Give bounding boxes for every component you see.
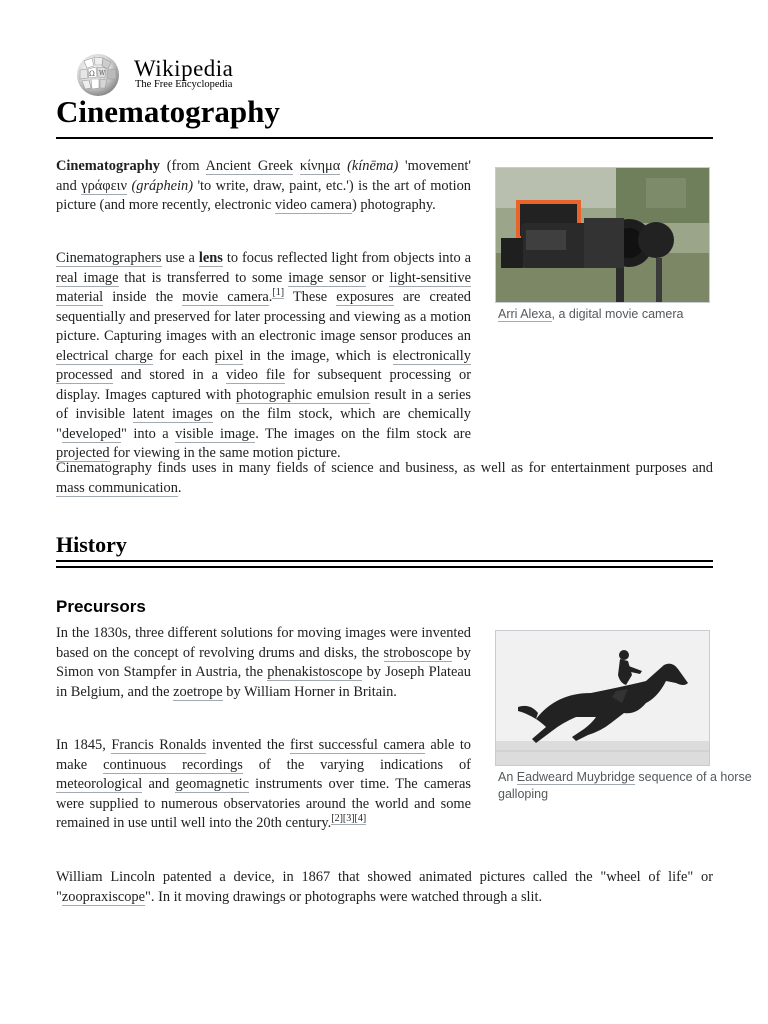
- text: and: [148, 776, 170, 792]
- link-zoetrope[interactable]: zoetrope: [173, 683, 223, 700]
- link-arri-alexa[interactable]: Arri Alexa: [498, 307, 552, 321]
- text: for each: [159, 347, 209, 364]
- link-ancient-greek[interactable]: Ancient Greek: [205, 158, 294, 174]
- text: instruments over time. The cameras were supplied to numerous observatories around the world and some remained in use until well into the 20th century.: [56, 776, 471, 831]
- caption-text: sequence of a horse galloping: [498, 770, 752, 801]
- link-visible-image[interactable]: visible image: [175, 425, 256, 442]
- text: 'movement' and: [56, 158, 471, 194]
- figure-caption: [495, 769, 768, 803]
- text: by Joseph Plateau in Belgium, and the: [56, 664, 471, 700]
- wikipedia-tagline: The Free Encyclopedia: [135, 79, 233, 90]
- wikipedia-logo[interactable]: [74, 53, 274, 99]
- link-developed[interactable]: developed: [61, 425, 122, 442]
- link-latent-images[interactable]: latent images: [132, 406, 213, 422]
- link-lens[interactable]: lens: [198, 250, 223, 266]
- reference-1[interactable]: [1]: [272, 287, 285, 299]
- text: ) photography.: [351, 197, 436, 213]
- section-heading-history: History: [56, 532, 127, 557]
- paragraph-1845: [56, 736, 471, 834]
- intro-paragraph: [56, 157, 471, 216]
- link-first-successful-camera[interactable]: first successful camera: [290, 737, 425, 753]
- muybridge-horse-image[interactable]: [495, 630, 710, 766]
- title-divider: [56, 137, 713, 139]
- link-electrical-charge[interactable]: electrical charge: [56, 347, 153, 364]
- text: to focus reflected light from objects into a: [226, 250, 471, 266]
- link-eadweard-muybridge[interactable]: Eadweard Muybridge: [516, 770, 635, 784]
- horse-photo-icon: [496, 631, 709, 765]
- link-video-camera[interactable]: video camera: [274, 197, 352, 213]
- text: .: [177, 479, 182, 496]
- text: Cinematography finds uses in many fields of science and business, as well as for entertainment purposes and: [56, 460, 713, 476]
- link-meteorological[interactable]: meteorological: [56, 776, 143, 792]
- link-video-file[interactable]: video file: [225, 367, 286, 383]
- text: In the 1830s, three different solutions for moving images were invented based on the concept of revolving drums and disks, the: [56, 625, 471, 661]
- caption-text: An: [498, 770, 514, 784]
- link-francis-ronalds[interactable]: Francis Ronalds: [111, 737, 207, 753]
- link-image-sensor[interactable]: image sensor: [288, 269, 366, 286]
- link-cinematographers[interactable]: Cinematographers: [56, 250, 162, 266]
- references-2-3-4[interactable]: [2][3][4]: [331, 813, 367, 825]
- link-graphein[interactable]: γράφειν: [81, 177, 128, 194]
- text: for viewing in the same motion picture.: [113, 445, 341, 461]
- subsection-heading-precursors: Precursors: [56, 597, 146, 616]
- text: or: [371, 269, 384, 286]
- svg-text:W: W: [99, 70, 106, 77]
- paragraph-cinematographers: Cinematographers use a lens to focus reflected light from objects into a real image that is transferred to some image sensor or light-sensitive material inside the movie camera.[1] These exposures are created sequentially and preserved for later processing and viewing as a motion picture. Capturing images with an electronic image sensor produces an electrical charge for each pixel in the image, which is electronically processed and stored in a video file for subsequent processing or display. Images captured with photographic emulsion result in a series of invisible latent images on the film stock, which are chemically "developed" into a visible image. The images on the film stock are projected for viewing in the same motion picture.: [56, 249, 713, 464]
- link-pixel[interactable]: pixel: [214, 347, 244, 364]
- text: and stored in a: [120, 367, 218, 383]
- text: ". In it moving drawings or photographs were watched through a slit.: [145, 888, 543, 905]
- figure-muybridge: [495, 630, 768, 803]
- link-movie-camera[interactable]: movie camera: [182, 289, 269, 305]
- link-kinema[interactable]: κίνημα: [299, 158, 341, 174]
- text: use a: [165, 250, 195, 266]
- link-mass-communication[interactable]: mass communication: [56, 479, 178, 496]
- link-projected[interactable]: projected: [56, 445, 110, 461]
- link-real-image[interactable]: real image: [56, 269, 119, 286]
- svg-text:Ω: Ω: [89, 70, 95, 78]
- text: of the varying indications of: [258, 756, 471, 773]
- text: by William Horner in Britain.: [226, 683, 397, 700]
- text: invented the: [211, 737, 285, 753]
- text: . The images on the film stock are: [255, 425, 471, 442]
- paragraph-uses: [56, 459, 713, 498]
- text: (kínēma): [347, 158, 399, 174]
- wikipedia-wordmark: Wikipedia: [134, 56, 234, 81]
- history-divider-top: [56, 560, 713, 562]
- paragraph-lincoln: [56, 868, 713, 907]
- text: 'to write, draw, paint, etc.') is the art of motion picture (and more recently, electronic: [56, 177, 471, 213]
- history-divider-bottom: [56, 566, 713, 568]
- text: (from: [166, 158, 200, 174]
- text: These: [292, 289, 328, 305]
- wikipedia-globe-icon: [74, 53, 122, 97]
- text: result in a series of invisible: [56, 386, 471, 422]
- text: are created sequentially and preserved for later processing and viewing as a motion picture. Capturing images with an electronic image sensor produces an: [56, 289, 471, 344]
- text: in the image, which is: [249, 347, 387, 364]
- link-continuous-recordings[interactable]: continuous recordings: [103, 756, 243, 773]
- link-photographic-emulsion[interactable]: photographic emulsion: [236, 386, 370, 403]
- link-zoopraxiscope[interactable]: zoopraxiscope: [61, 888, 145, 905]
- link-exposures[interactable]: exposures: [336, 289, 394, 305]
- text: (gráphein): [131, 177, 194, 194]
- link-stroboscope[interactable]: stroboscope: [383, 644, 453, 661]
- text: by Simon von Stampfer in Austria, the: [56, 644, 471, 680]
- text: for subsequent processing or display. Images captured with: [56, 367, 471, 403]
- term-bold: Cinematography: [56, 158, 160, 174]
- float-spacer: [471, 249, 713, 444]
- text: that is transferred to some: [124, 269, 283, 286]
- text: inside the: [112, 289, 174, 305]
- link-electronically-processed[interactable]: electronically processed: [56, 347, 471, 383]
- text: In 1845,: [56, 737, 106, 753]
- paragraph-1830s: [56, 624, 471, 702]
- link-phenakistoscope[interactable]: phenakistoscope: [267, 664, 363, 680]
- text: on the film stock, which are chemically ": [56, 406, 471, 442]
- caption-text: , a digital movie camera: [551, 307, 684, 321]
- text: " into a: [121, 425, 169, 442]
- link-light-sensitive-material[interactable]: light-sensitive material: [56, 269, 472, 305]
- text: William Lincoln patented a device, in 1867 that showed animated pictures called the "wheel of life" or ": [56, 869, 713, 905]
- page-title: Cinematography: [56, 94, 280, 129]
- text: able to make: [56, 737, 472, 773]
- link-geomagnetic[interactable]: geomagnetic: [175, 776, 249, 792]
